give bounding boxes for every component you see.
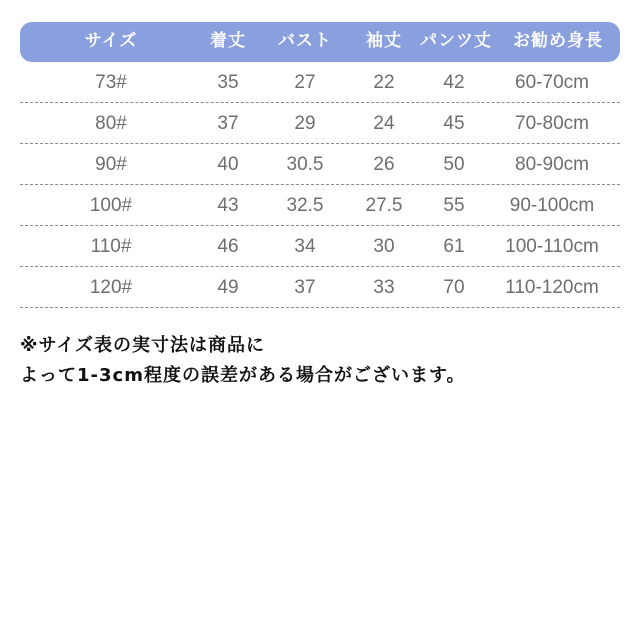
header-recommended-height: お勧め身長 (513, 31, 603, 51)
cell-pants-length: 50 (443, 154, 465, 175)
header-length: 着丈 (210, 31, 246, 51)
cell-bust: 29 (294, 113, 316, 134)
cell-sleeve: 33 (373, 277, 395, 298)
cell-length: 40 (217, 154, 239, 175)
cell-length: 35 (217, 72, 239, 93)
table-row (20, 226, 620, 267)
header-sleeve: 袖丈 (366, 31, 402, 51)
cell-bust: 30.5 (286, 154, 324, 175)
cell-size: 110# (90, 236, 132, 257)
table-row (20, 185, 620, 226)
cell-recommended-height: 100-110cm (505, 236, 599, 257)
cell-pants-length: 70 (443, 277, 465, 298)
cell-size: 73# (95, 72, 127, 93)
table-row (20, 267, 620, 308)
table-row (20, 144, 620, 185)
cell-pants-length: 45 (443, 113, 465, 134)
cell-recommended-height: 60-70cm (515, 72, 589, 93)
cell-bust: 32.5 (286, 195, 324, 216)
size-table (20, 22, 620, 308)
header-bust: バスト (278, 31, 332, 51)
cell-bust: 37 (294, 277, 316, 298)
cell-sleeve: 26 (373, 154, 395, 175)
cell-sleeve: 27.5 (365, 195, 403, 216)
table-row (20, 62, 620, 103)
note-line-2: よって1-3cm程度の誤差がある場合がございます。 (20, 365, 466, 386)
cell-sleeve: 22 (373, 72, 395, 93)
cell-bust: 27 (294, 72, 316, 93)
cell-pants-length: 61 (443, 236, 465, 257)
cell-recommended-height: 80-90cm (515, 154, 589, 175)
measurement-note (20, 331, 620, 391)
cell-size: 120# (89, 277, 133, 298)
cell-length: 43 (217, 195, 239, 216)
cell-recommended-height: 90-100cm (509, 195, 595, 216)
cell-size: 100# (89, 195, 133, 216)
cell-bust: 34 (294, 236, 316, 257)
cell-recommended-height: 70-80cm (515, 113, 589, 134)
note-line-1: ※サイズ表の実寸法は商品に (20, 335, 266, 356)
cell-recommended-height: 110-120cm (505, 277, 599, 298)
header-pants-length: パンツ丈 (420, 31, 492, 51)
cell-length: 46 (217, 236, 239, 257)
cell-sleeve: 24 (373, 113, 395, 134)
cell-size: 90# (95, 154, 127, 175)
table-row (20, 103, 620, 144)
cell-length: 37 (217, 113, 239, 134)
cell-pants-length: 55 (443, 195, 465, 216)
cell-length: 49 (217, 277, 239, 298)
table-header (20, 22, 620, 62)
cell-size: 80# (95, 113, 127, 134)
header-size: サイズ (84, 31, 138, 51)
cell-pants-length: 42 (443, 72, 465, 93)
cell-sleeve: 30 (373, 236, 395, 257)
